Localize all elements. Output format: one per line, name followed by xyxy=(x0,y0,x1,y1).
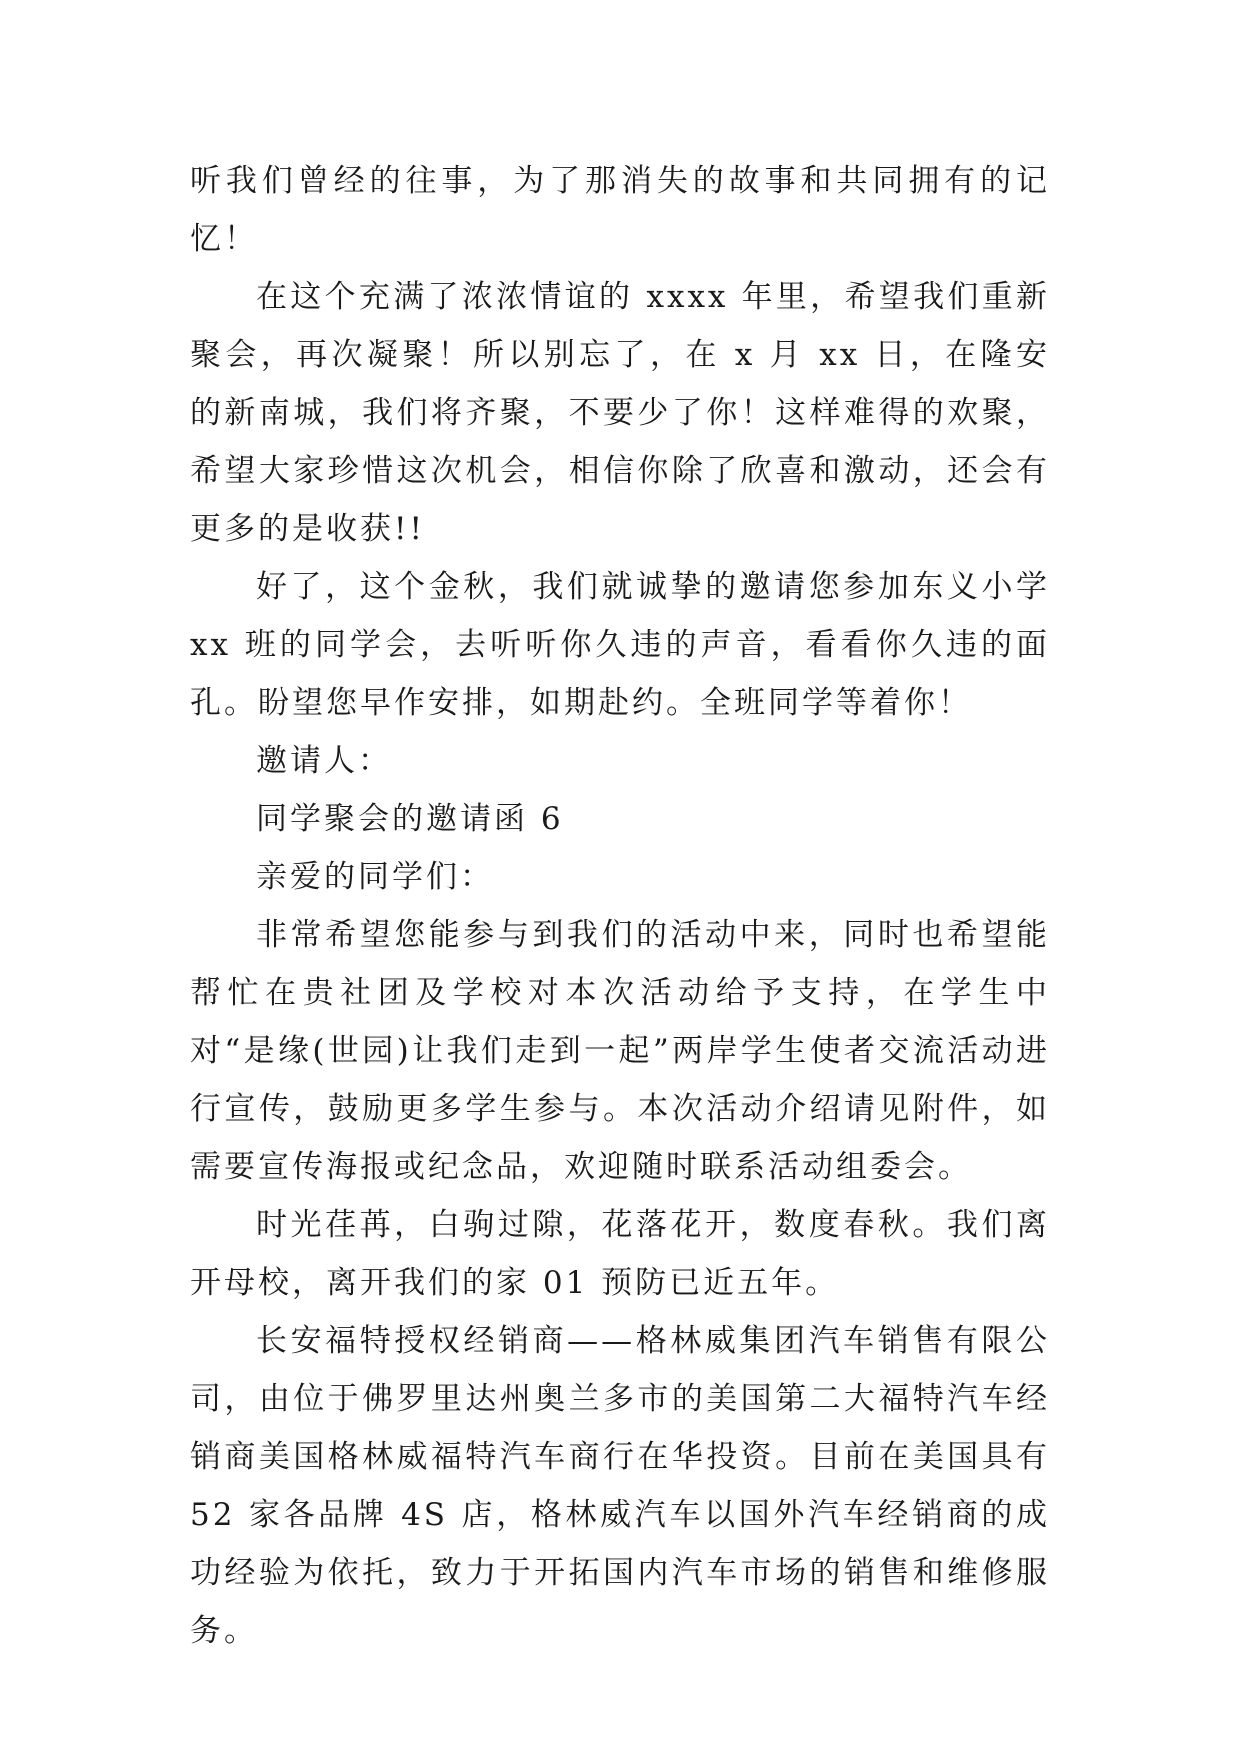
paragraph-invitation: 好了，这个金秋，我们就诚挚的邀请您参加东义小学 xx 班的同学会，去听听你久违的声音，看看你久违的面孔。盼望您早作安排，如期赴约。全班同学等着你！ xyxy=(190,569,1050,721)
paragraph-activity: 非常希望您能参与到我们的活动中来，同时也希望能帮忙在贵社团及学校对本次活动给予支持，在学生中对“是缘(世园)让我们走到一起”两岸学生使者交流活动进行宣传，鼓励更多学生参与。本次活动介绍请见附件，如需要宣传海报或纪念品，欢迎随时联系活动组委会。 xyxy=(190,917,1050,1185)
paragraph-continuation: 听我们曾经的往事，为了那消失的故事和共同拥有的记忆！ xyxy=(190,163,1050,257)
inviter-label: 邀请人： xyxy=(256,743,392,779)
salutation: 亲爱的同学们： xyxy=(256,859,494,895)
paragraph-time-passing: 时光荏苒，白驹过隙，花落花开，数度春秋。我们离开母校，离开我们的家 01 预防已近五年。 xyxy=(190,1207,1050,1301)
section-heading: 同学聚会的邀请函 6 xyxy=(256,801,564,837)
paragraph-dealer: 长安福特授权经销商——格林威集团汽车销售有限公司，由位于佛罗里达州奥兰多市的美国第二大福特汽车经销商美国格林威福特汽车商行在华投资。目前在美国具有 52 家各品牌 4S 店，格林威汽车以国外汽车经销商的成功经验为依托，致力于开拓国内汽车市场的销售和维修服务。 xyxy=(190,1323,1050,1649)
paragraph-reunion-wish: 在这个充满了浓浓情谊的 xxxx 年里，希望我们重新聚会，再次凝聚！所以别忘了，在 x 月 xx 日，在隆安的新南城，我们将齐聚，不要少了你！这样难得的欢聚，希望大家珍惜这次机会，相信你除了欣喜和激动，还会有更多的是收获!! xyxy=(190,279,1050,547)
document-body xyxy=(190,152,1050,1660)
